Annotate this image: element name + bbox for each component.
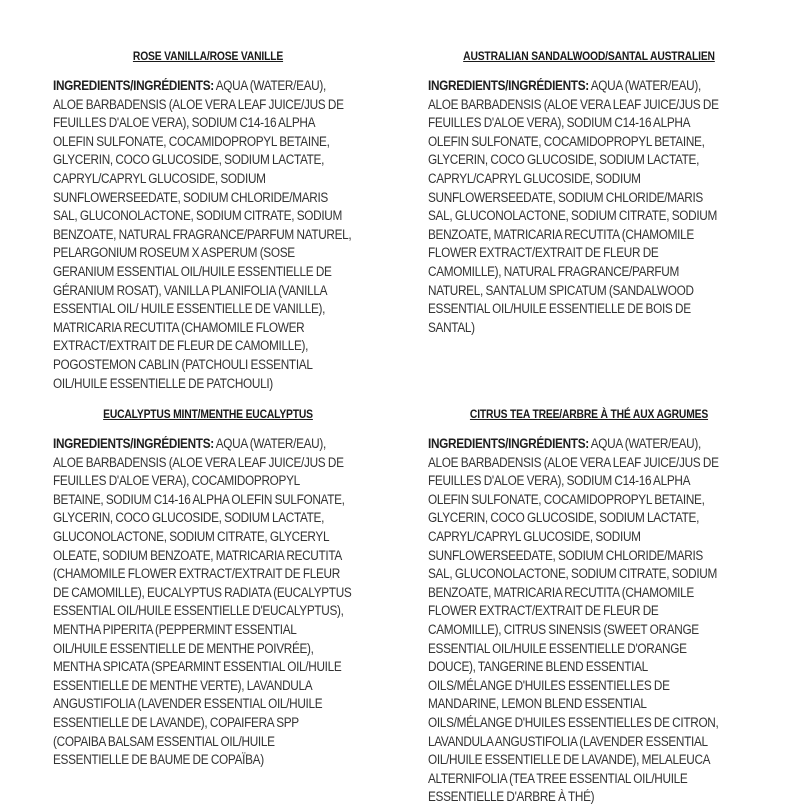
product-title: CITRUS TEA TREE/ARBRE À THÉ AUX AGRUMES (469, 407, 709, 421)
product-title: EUCALYPTUS MINT/MENTHE EUCALYPTUS (103, 407, 313, 421)
product-block-australian-sandalwood (428, 49, 750, 337)
ingredients-list: AQUA (WATER/EAU), ALOE BARBADENSIS (ALOE VERA LEAF JUICE/JUS DE FEUILLES D'ALOE VERA), COCAMIDOPROPYL BETAINE, SODIUM C14-16 ALPHA OLEFIN SULFONATE, GLYCERIN, COCO GLUCOSIDE, SODIUM LACTATE, GLUCONOLACTONE, SODIUM CITRATE, GLYCERYL OLEATE, SODIUM BENZOATE, MATRICARIA RECUTITA (CHAMOMILE FLOWER EXTRACT/EXTRAIT DE FLEUR DE CAMOMILLE), EUCALYPTUS RADIATA (EUCALYPTUS ESSENTIAL OIL/HUILE ESSENTIELLE D'EUCALYPTUS), MENTHA PIPERITA (PEPPERMINT ESSENTIAL OIL/HUILE ESSENTIELLE DE MENTHE POIVRÉE), MENTHA SPICATA (SPEARMINT ESSENTIAL OIL/HUILE ESSENTIELLE DE MENTHE VERTE), LAVANDULA ANGUSTIFOLIA (LAVENDER ESSENTIAL OIL/HUILE ESSENTIELLE DE LAVANDE), COPAIFERA SPP (COPAIBA BALSAM ESSENTIAL OIL/HUILE ESSENTIELLE DE BAUME DE COPAÏBA) (53, 436, 352, 768)
product-block-rose-vanilla (53, 49, 373, 393)
ingredients-text (53, 77, 352, 393)
ingredients-text (53, 435, 352, 770)
ingredients-list: AQUA (WATER/EAU), ALOE BARBADENSIS (ALOE VERA LEAF JUICE/JUS DE FEUILLES D'ALOE VERA), SODIUM C14-16 ALPHA OLEFIN SULFONATE, COCAMIDOPROPYL BETAINE, GLYCERIN, COCO GLUCOSIDE, SODIUM LACTATE, CAPRYL/CAPRYL GLUCOSIDE, SODIUM SUNFLOWERSEEDATE, SODIUM CHLORIDE/MARIS SAL, GLUCONOLACTONE, SODIUM CITRATE, SODIUM BENZOATE, NATURAL FRAGRANCE/PARFUM NATUREL, PELARGONIUM ROSEUM X ASPERUM (SOSE GERANIUM ESSENTIAL OIL/HUILE ESSENTIELLE DE GÉRANIUM ROSAT), VANILLA PLANIFOLIA (VANILLA ESSENTIAL OIL/ HUILE ESSENTIELLE DE VANILLE), MATRICARIA RECUTITA (CHAMOMILE FLOWER EXTRACT/EXTRAIT DE FLEUR DE CAMOMILLE), POGOSTEMON CABLIN (PATCHOULI ESSENTIAL OIL/HUILE ESSENTIELLE DE PATCHOULI) (53, 78, 352, 391)
product-block-citrus-tea-tree (428, 407, 750, 807)
ingredients-label: INGREDIENTS/INGRÉDIENTS: (428, 78, 589, 93)
ingredients-list: AQUA (WATER/EAU), ALOE BARBADENSIS (ALOE VERA LEAF JUICE/JUS DE FEUILLES D'ALOE VERA), SODIUM C14-16 ALPHA OLEFIN SULFONATE, COCAMIDOPROPYL BETAINE, GLYCERIN, COCO GLUCOSIDE, SODIUM LACTATE, CAPRYL/CAPRYL GLUCOSIDE, SODIUM SUNFLOWERSEEDATE, SODIUM CHLORIDE/MARIS SAL, GLUCONOLACTONE, SODIUM CITRATE, SODIUM BENZOATE, MATRICARIA RECUTITA (CHAMOMILE FLOWER EXTRACT/EXTRAIT DE FLEUR DE CAMOMILLE), NATURAL FRAGRANCE/PARFUM NATUREL, SANTALUM SPICATUM (SANDALWOOD ESSENTIAL OIL/HUILE ESSENTIELLE DE BOIS DE SANTAL) (428, 78, 719, 335)
ingredients-text (428, 435, 727, 807)
ingredients-list: AQUA (WATER/EAU), ALOE BARBADENSIS (ALOE VERA LEAF JUICE/JUS DE FEUILLES D'ALOE VERA), SODIUM C14-16 ALPHA OLEFIN SULFONATE, COCAMIDOPROPYL BETAINE, GLYCERIN, COCO GLUCOSIDE, SODIUM LACTATE, CAPRYL/CAPRYL GLUCOSIDE, SODIUM SUNFLOWERSEEDATE, SODIUM CHLORIDE/MARIS SAL, GLUCONOLACTONE, SODIUM CITRATE, SODIUM BENZOATE, MATRICARIA RECUTITA (CHAMOMILE FLOWER EXTRACT/EXTRAIT DE FLEUR DE CAMOMILLE), CITRUS SINENSIS (SWEET ORANGE ESSENTIAL OIL/HUILE ESSENTIELLE D'ORANGE DOUCE), TANGERINE BLEND ESSENTIAL OILS/MÉLANGE D'HUILES ESSENTIELLES DE MANDARINE, LEMON BLEND ESSENTIAL OILS/MÉLANGE D'HUILES ESSENTIELLES DE CITRON, LAVANDULA ANGUSTIFOLIA (LAVENDER ESSENTIAL OIL/HUILE ESSENTIELLE DE LAVANDE), MELALEUCA ALTERNIFOLIA (TEA TREE ESSENTIAL OIL/HUILE ESSENTIELLE D'ARBRE À THÉ) (428, 436, 719, 805)
ingredients-label: INGREDIENTS/INGRÉDIENTS: (428, 436, 589, 451)
product-title: AUSTRALIAN SANDALWOOD/SANTAL AUSTRALIEN (463, 49, 715, 63)
product-title: ROSE VANILLA/ROSE VANILLE (132, 49, 284, 63)
ingredients-label: INGREDIENTS/INGRÉDIENTS: (53, 436, 214, 451)
ingredients-label: INGREDIENTS/INGRÉDIENTS: (53, 78, 214, 93)
product-block-eucalyptus-mint (53, 407, 373, 770)
ingredients-text (428, 77, 727, 337)
